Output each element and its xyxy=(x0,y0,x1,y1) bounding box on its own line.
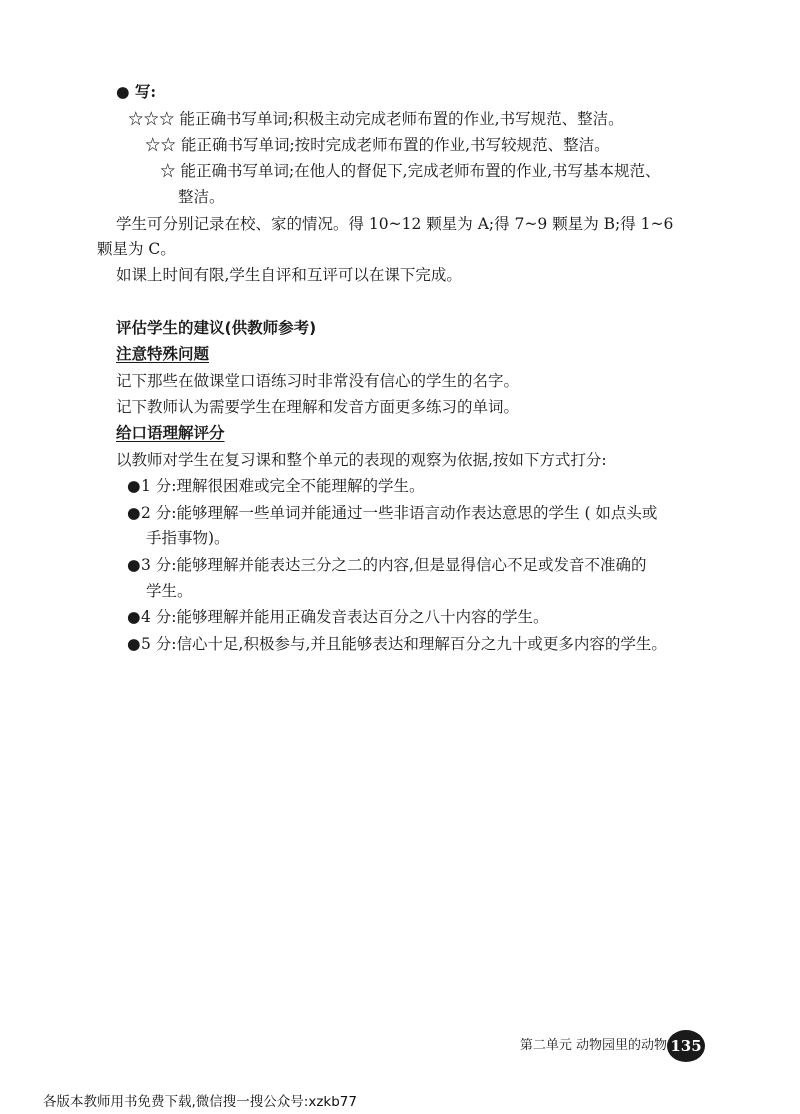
score-item-3-text-line1: 3 分:能够理解并能表达三分之二的内容,但是显得信心不足或发音不准确的 xyxy=(141,556,647,574)
oral-scoring-intro: 以教师对学生在复习课和整个单元的表现的观察为依据,按如下方式打分: xyxy=(116,451,607,469)
oral-scoring-heading: 给口语理解评分 xyxy=(116,423,225,442)
score-item-3-text-line2: 学生。 xyxy=(146,582,193,600)
special-issues-line1: 记下那些在做课堂口语练习时非常没有信心的学生的名字。 xyxy=(116,372,520,390)
rating-one-text-line2: 整洁。 xyxy=(178,188,225,206)
download-note: 各版本教师用书免费下载,微信搜一搜公众号:xzkb77 xyxy=(43,1094,357,1110)
rating-one-text-line1: 能正确书写单词;在他人的督促下,完成老师布置的作业,书写基本规范、 xyxy=(175,162,661,180)
time-note: 如课上时间有限,学生自评和互评可以在课下完成。 xyxy=(116,266,462,284)
score-item-2-text-line2: 手指事物)。 xyxy=(146,529,230,547)
two-star-icon: ☆☆ xyxy=(145,136,177,154)
score-item-1 xyxy=(127,476,425,496)
score-item-4-text: 4 分:能够理解并能用正确发音表达百分之八十内容的学生。 xyxy=(141,608,549,626)
special-issues-line2: 记下教师认为需要学生在理解和发音方面更多练习的单词。 xyxy=(116,398,520,416)
grading-note-line1: 学生可分别记录在校、家的情况。得 10~12 颗星为 A;得 7~9 颗星为 B;得 1~6 xyxy=(116,215,674,233)
rating-three-stars xyxy=(128,109,624,129)
assessment-heading: 评估学生的建议(供教师参考) xyxy=(116,319,317,337)
rating-three-text: 能正确书写单词;积极主动完成老师布置的作业,书写规范、整洁。 xyxy=(174,110,624,128)
three-star-icon: ☆☆☆ xyxy=(128,110,175,128)
bullet-icon: ● xyxy=(127,635,141,653)
score-item-2 xyxy=(127,503,657,523)
score-item-4 xyxy=(127,607,549,627)
bullet-icon: ● xyxy=(127,608,141,626)
score-item-5 xyxy=(127,634,667,654)
rating-one-star xyxy=(160,161,661,181)
one-star-icon: ☆ xyxy=(160,162,176,180)
rating-two-text: 能正确书写单词;按时完成老师布置的作业,书写较规范、整洁。 xyxy=(176,136,610,154)
score-item-2-text-line1: 2 分:能够理解一些单词并能通过一些非语言动作表达意思的学生 ( 如点头或 xyxy=(141,504,658,522)
writing-heading: ● 写: xyxy=(116,82,157,101)
page-number-badge: 135 xyxy=(667,1030,705,1062)
bullet-icon: ● xyxy=(127,556,141,574)
score-item-3 xyxy=(127,555,646,575)
chapter-footer: 第二单元 动物园里的动物 xyxy=(519,1038,667,1053)
bullet-icon: ● xyxy=(127,477,141,495)
score-item-5-text: 5 分:信心十足,积极参与,并且能够表达和理解百分之九十或更多内容的学生。 xyxy=(141,635,667,653)
grading-note-line2: 颗星为 C。 xyxy=(97,240,176,258)
special-issues-heading: 注意特殊问题 xyxy=(116,344,210,363)
bullet-icon: ● xyxy=(127,504,141,522)
rating-two-stars xyxy=(145,135,610,155)
score-item-1-text: 1 分:理解很困难或完全不能理解的学生。 xyxy=(141,477,425,495)
